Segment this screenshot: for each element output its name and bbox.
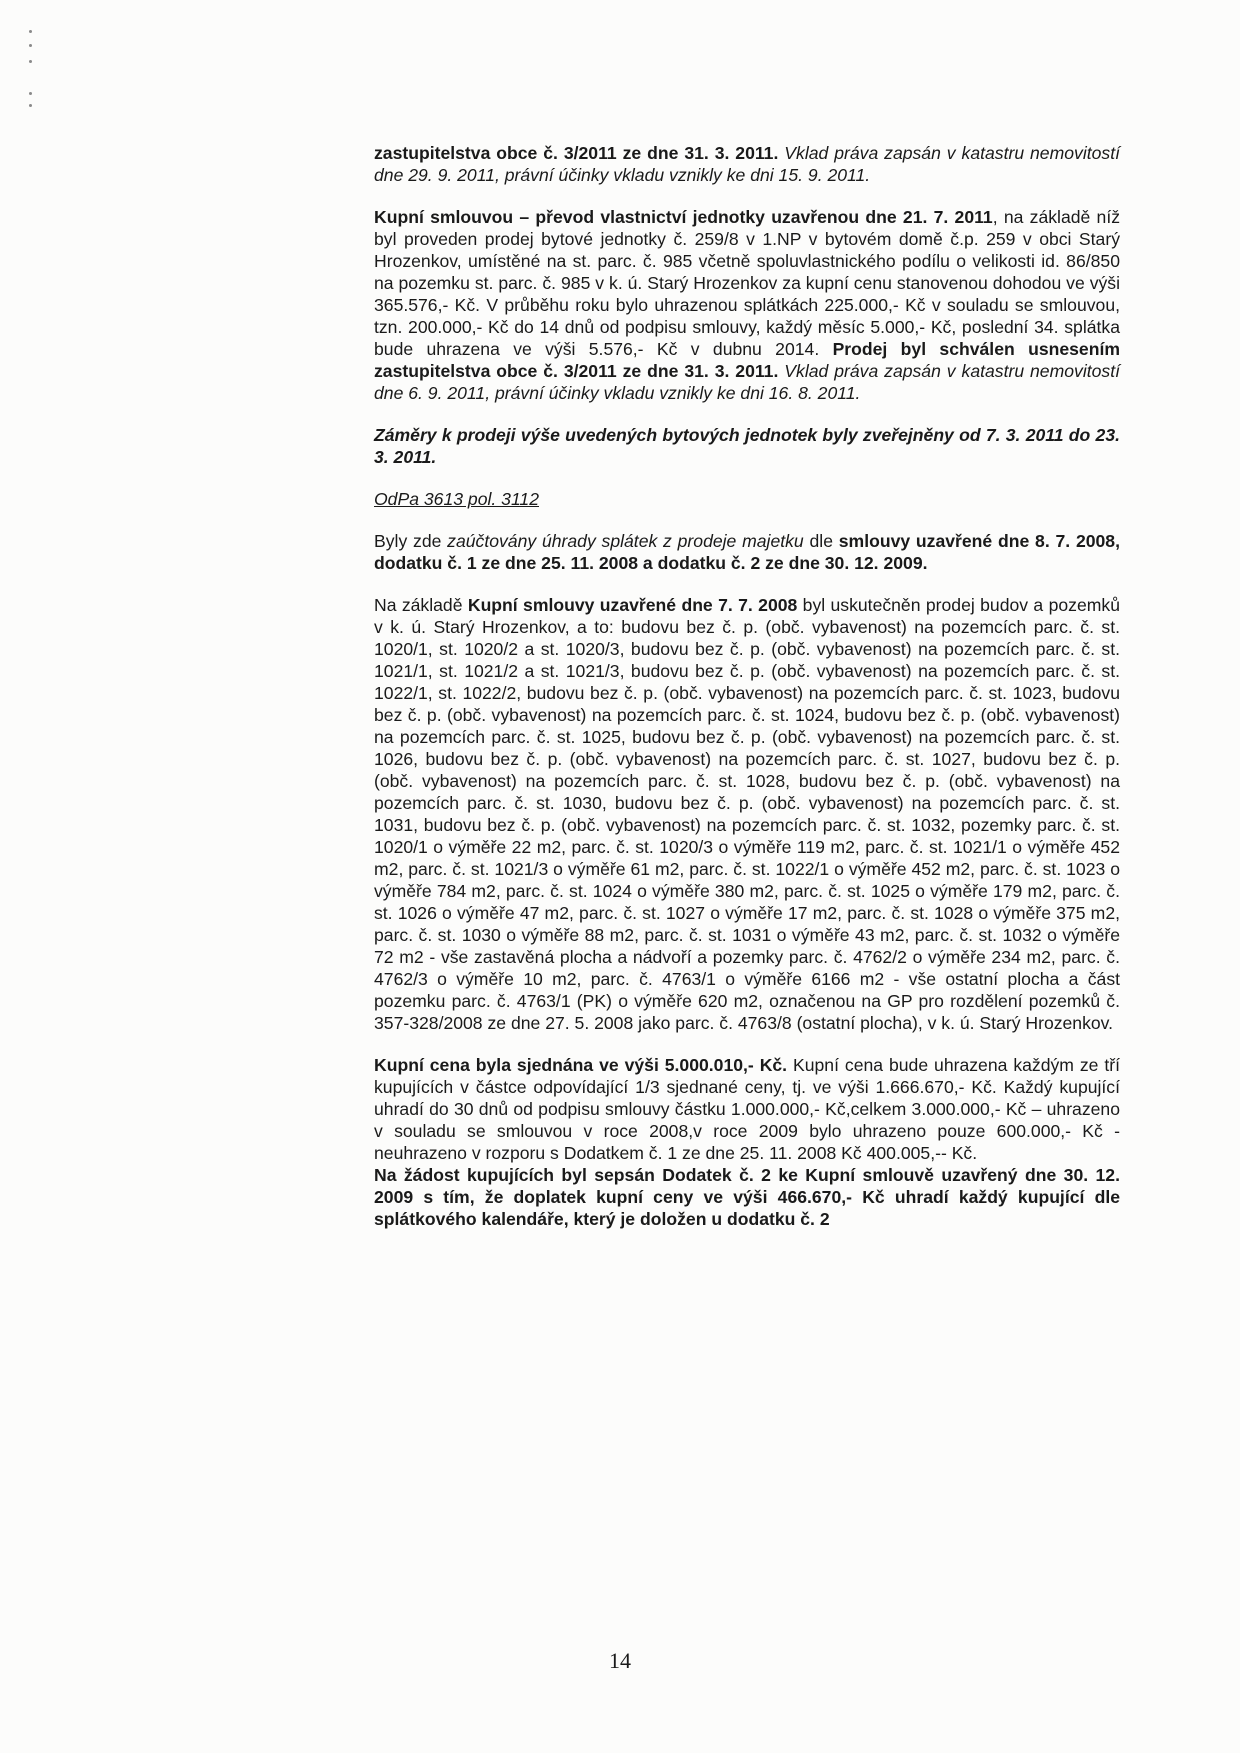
- paragraph-4: [374, 530, 1120, 574]
- document-body: [374, 142, 1120, 1250]
- paragraph-2: [374, 206, 1120, 404]
- text-regular: Byly zde: [374, 531, 448, 551]
- text-bold: Kupní smlouvy uzavřené dne 7. 7. 2008: [467, 595, 798, 615]
- text-italic: Vklad práva zapsán v katastru nemovitostí dne 6. 9. 2011, právní účinky vkladu vznikly ke dni 16. 8. 2011.: [374, 361, 1120, 403]
- text-bold: smlouvy uzavřené dne 8. 7. 2008, dodatku č. 1 ze dne 25. 11. 2008 a dodatku č. 2 ze dne 30. 12. 2009.: [374, 531, 1120, 573]
- text-italic: zaúčtovány úhrady splátek z prodeje majetku: [447, 531, 804, 551]
- section-heading: OdPa 3613 pol. 3112: [374, 489, 539, 509]
- text-regular: Na základě: [374, 595, 468, 615]
- paragraph-1: [374, 142, 1120, 186]
- text-regular: Kupní cena bude uhrazena každým ze tří kupujících v částce odpovídající 1/3 sjednané ceny, tj. ve výši 1.666.670,- Kč. Každý kupující uhradí do 30 dnů od podpisu smlouvy částku 1.000.000,- Kč,celkem 3.000.000,- Kč – uhrazeno v souladu se smlouvou v roce 2008,v roce 2009 bylo uhrazeno pouze 600.000,- Kč - neuhrazeno v rozporu s Dodatkem č. 1 ze dne 25. 11. 2008 Kč 400.005,-- Kč.: [374, 1055, 1120, 1163]
- text-bold: zastupitelstva obce č. 3/2011 ze dne 31. 3. 2011.: [374, 143, 779, 163]
- paragraph-6: [374, 1054, 1120, 1164]
- text-regular: , na základě níž byl proveden prodej bytové jednotky č. 259/8 v 1.NP v bytovém domě č.p. 259 v obci Starý Hrozenkov, umístěné na st. parc. č. 985 včetně spoluvlastnického podílu o velikosti id. 86/850 na pozemku st. parc. č. 985 v k. ú. Starý Hrozenkov za kupní cenu stanovenou dohodou ve výši 365.576,- Kč. V průběhu roku bylo uhrazenou splátkách 225.000,- Kč v souladu se smlouvou, tzn. 200.000,- Kč do 14 dnů od podpisu smlouvy, každý měsíc 5.000,- Kč, poslední 34. splátka bude uhrazena ve výši 5.576,- Kč v dubnu 2014.: [374, 207, 1121, 359]
- paragraph-5: [374, 594, 1120, 1034]
- text-bold: Na žádost kupujících byl sepsán Dodatek č. 2 ke Kupní smlouvě uzavřený dne 30. 12. 2009 s tím, že doplatek kupní ceny ve výši 466.670,- Kč uhradí každý kupující dle splátkového kalendáře, který je doložen u dodatku č. 2: [374, 1165, 1120, 1229]
- page-number: 14: [609, 1648, 631, 1673]
- text-bold: Kupní smlouvou – převod vlastnictví jednotky uzavřenou dne 21. 7. 2011: [374, 207, 993, 227]
- text-bold-italic: Záměry k prodeji výše uvedených bytových jednotek byly zveřejněny od 7. 3. 2011 do 23. 3. 2011.: [374, 425, 1120, 467]
- text-italic: Vklad práva zapsán v katastru nemovitostí dne 29. 9. 2011, právní účinky vkladu vznikly ke dni 15. 9. 2011.: [374, 143, 1120, 185]
- text-bold: Kupní cena byla sjednána ve výši 5.000.010,- Kč.: [374, 1055, 788, 1075]
- text-bold: Prodej byl schválen usnesením zastupitelstva obce č. 3/2011 ze dne 31. 3. 2011.: [374, 339, 1120, 381]
- paragraph-7: [374, 1164, 1120, 1230]
- text-regular: byl uskutečněn prodej budov a pozemků v k. ú. Starý Hrozenkov, a to: budovu bez č. p. (obč. vybavenost) na pozemcích parc. č. st. 1020/1, st. 1020/2 a st. 1020/3, budovu bez č. p. (obč. vybavenost) na pozemcích parc. č. st. 1021/1, st. 1021/2 a st. 1021/3, budovu bez č. p. (obč. vybavenost) na pozemcích parc. č. st. 1022/1, st. 1022/2, budovu bez č. p. (obč. vybavenost) na pozemcích parc. č. st. 1023, budovu bez č. p. (obč. vybavenost) na pozemcích parc. č. st. 1024, budovu bez č. p. (obč. vybavenost) na pozemcích parc. č. st. 1025, budovu bez č. p. (obč. vybavenost) na pozemcích parc. č. st. 1026, budovu bez č. p. (obč. vybavenost) na pozemcích parc. č. st. 1027, budovu bez č. p. (obč. vybavenost) na pozemcích parc. č. st. 1028, budovu bez č. p. (obč. vybavenost) na pozemcích parc. č. st. 1030, budovu bez č. p. (obč. vybavenost) na pozemcích parc. č. st. 1031, budovu bez č. p. (obč. vybavenost) na pozemcích parc. č. st. 1032, pozemky parc. č. st. 1020/1 o výměře 22 m2, parc. č. st. 1020/3 o výměře 119 m2, parc. č. st. 1021/1 o výměře 452 m2, parc. č. st. 1021/3 o výměře 61 m2, parc. č. st. 1022/1 o výměře 452 m2, parc. č. st. 1023 o výměře 784 m2, parc. č. st. 1024 o výměře 380 m2, parc. č. st. 1025 o výměře 179 m2, parc. č. st. 1026 o výměře 47 m2, parc. č. st. 1027 o výměře 17 m2, parc. č. st. 1028 o výměře 375 m2, parc. č. st. 1030 o výměře 88 m2, parc. č. st. 1031 o výměře 43 m2, parc. č. st. 1032 o výměře 72 m2 - vše zastavěná plocha a nádvoří a pozemky parc. č. 4762/2 o výměře 234 m2, parc. č. 4762/3 o výměře 10 m2, parc. č. 4763/1 o výměře 6166 m2 - vše ostatní plocha a část pozemku parc. č. 4763/1 (PK) o výměře 620 m2, označenou na GP pro rozdělení pozemků č. 357-328/2008 ze dne 27. 5. 2008 jako parc. č. 4763/8 (ostatní plocha), v k. ú. Starý Hrozenkov.: [374, 595, 1120, 1033]
- paragraph-3: [374, 424, 1120, 468]
- text-regular: dle: [803, 531, 839, 551]
- binding-marks: [26, 30, 36, 130]
